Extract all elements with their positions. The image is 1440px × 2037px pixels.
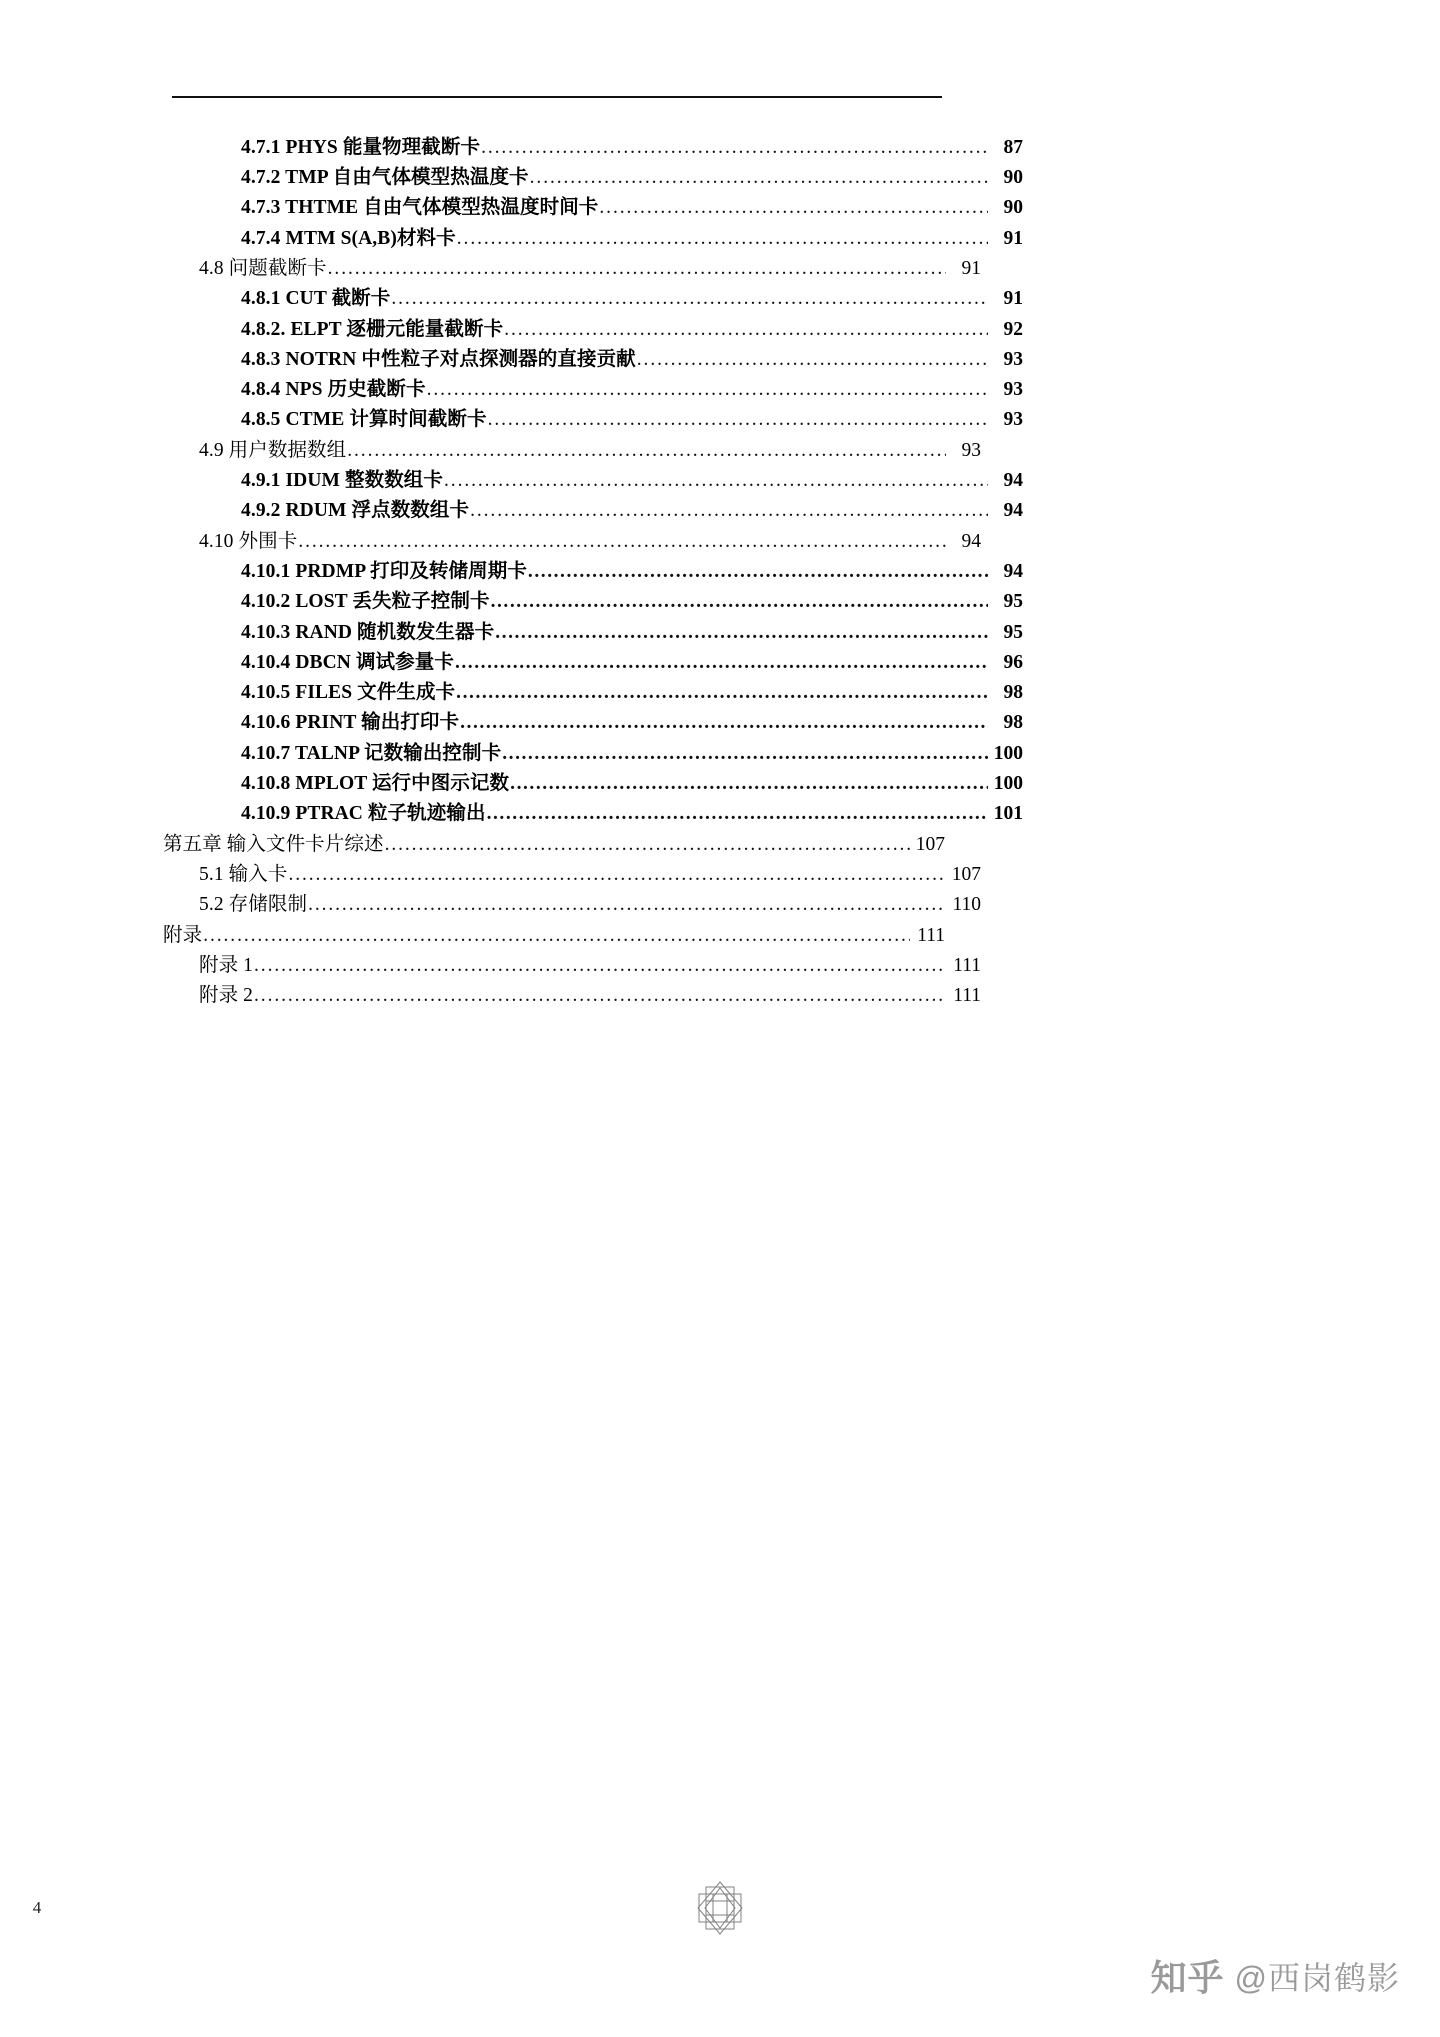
toc-entry-page-number: 96 (1003, 651, 1023, 673)
toc-entry-page-number: 111 (917, 924, 945, 946)
toc-entry-page-number: 90 (1003, 167, 1023, 189)
toc-entry-label: 4.7.2 TMP 自由气体模型热温度卡 (241, 167, 529, 189)
dot-leader (328, 256, 946, 275)
toc-entry-page-number: 107 (915, 833, 945, 855)
toc-entry[interactable] (163, 643, 1023, 673)
toc-entry-label: 4.8.1 CUT 截断卡 (241, 288, 391, 310)
toc-entry[interactable] (163, 370, 1023, 400)
toc-entry[interactable] (163, 340, 1023, 370)
dot-leader (488, 408, 988, 427)
toc-entry-label: 4.10.1 PRDMP 打印及转储周期卡 (241, 560, 527, 582)
toc-entry-label: 附录 1 (199, 954, 254, 976)
toc-entry-label: 4.10.3 RAND 随机数发生器卡 (241, 621, 495, 643)
toc-entry-page-number: 95 (1003, 621, 1023, 643)
toc-entry-page-number: 100 (993, 773, 1023, 795)
toc-entry[interactable] (163, 128, 1023, 158)
toc-entry-page-number: 93 (961, 439, 981, 461)
toc-entry[interactable] (163, 279, 1023, 309)
toc-entry-label: 4.7.4 MTM S(A,B)材料卡 (241, 227, 456, 249)
zhihu-logo-icon: 知乎 (1150, 1957, 1225, 1998)
toc-entry-page-number: 94 (1003, 470, 1023, 492)
toc-entry-label: 4.10.6 PRINT 输出打印卡 (241, 712, 460, 734)
dot-leader (254, 953, 946, 972)
toc-entry-label: 4.10.2 LOST 丢失粒子控制卡 (241, 591, 490, 613)
dot-leader (427, 378, 988, 397)
toc-entry-label: 4.8 问题截断卡 (199, 257, 327, 279)
toc-entry-page-number: 93 (1003, 348, 1023, 370)
toc-entry-label: 4.8.4 NPS 历史截断卡 (241, 379, 426, 401)
toc-entry-label: 4.7.3 THTME 自由气体模型热温度时间卡 (241, 197, 599, 219)
dot-leader (502, 741, 988, 760)
toc-entry[interactable] (163, 522, 981, 552)
toc-entry-label: 4.10.7 TALNP 记数输出控制卡 (241, 742, 502, 764)
toc-entry-label: 附录 2 (199, 985, 254, 1007)
toc-entry-label: 4.10.8 MPLOT 运行中图示记数 (241, 773, 510, 795)
toc-entry-page-number: 87 (1003, 136, 1023, 158)
toc-entry-label: 5.1 输入卡 (199, 863, 288, 885)
toc-entry-page-number: 98 (1003, 682, 1023, 704)
toc-entry[interactable] (163, 704, 1023, 734)
dot-leader (347, 438, 946, 457)
dot-leader (444, 469, 988, 488)
toc-entry-label: 4.8.5 CTME 计算时间截断卡 (241, 409, 487, 431)
toc-entry[interactable] (163, 673, 1023, 703)
header-rule (172, 96, 942, 98)
toc-entry[interactable] (163, 431, 981, 461)
page-number: 4 (32, 1898, 42, 1917)
toc-entry-label: 附录 (163, 924, 203, 946)
watermark-handle: @西岗鹤影 (1234, 1959, 1400, 1996)
toc-entry[interactable] (163, 916, 945, 946)
dot-leader (254, 984, 946, 1003)
toc-entry[interactable] (163, 310, 1023, 340)
toc-entry[interactable] (163, 582, 1023, 612)
toc-entry[interactable] (163, 885, 981, 915)
toc-entry-page-number: 98 (1003, 712, 1023, 734)
toc-entry[interactable] (163, 249, 981, 279)
toc-entry-page-number: 100 (993, 742, 1023, 764)
toc-entry-label: 4.8.3 NOTRN 中性粒子对点探测器的直接贡献 (241, 348, 636, 370)
toc-entry[interactable] (163, 219, 1023, 249)
dot-leader (495, 620, 988, 639)
toc-entry-page-number: 107 (951, 863, 981, 885)
toc-entry-page-number: 93 (1003, 379, 1023, 401)
toc-entry[interactable] (163, 461, 1023, 491)
toc-entry-label: 4.9 用户数据数组 (199, 439, 347, 461)
dot-leader (491, 590, 988, 609)
toc-entry[interactable] (163, 552, 1023, 582)
dot-leader (456, 681, 988, 700)
dot-leader (455, 650, 988, 669)
toc-entry-label: 4.7.1 PHYS 能量物理截断卡 (241, 136, 481, 158)
toc-entry-label: 4.10 外围卡 (199, 530, 298, 552)
toc-entry[interactable] (163, 855, 981, 885)
toc-entry[interactable] (163, 492, 1023, 522)
toc-entry-label: 4.9.1 IDUM 整数数组卡 (241, 470, 444, 492)
toc-entry[interactable] (163, 613, 1023, 643)
toc-entry[interactable] (163, 189, 1023, 219)
dot-leader (481, 135, 988, 154)
toc-entry-page-number: 94 (1003, 560, 1023, 582)
toc-entry-page-number: 111 (953, 954, 981, 976)
toc-entry-page-number: 90 (1003, 197, 1023, 219)
toc-entry-page-number: 92 (1003, 318, 1023, 340)
dot-leader (203, 923, 910, 942)
dot-leader (460, 711, 988, 730)
page-footer (0, 1878, 1440, 1943)
toc-entry[interactable] (163, 734, 1023, 764)
toc-entry-label: 4.8.2. ELPT 逐栅元能量截断卡 (241, 318, 504, 340)
toc-entry-page-number: 111 (953, 985, 981, 1007)
toc-entry-page-number: 110 (952, 894, 981, 916)
toc-entry-label: 第五章 输入文件卡片综述 (163, 833, 384, 855)
toc-entry[interactable] (163, 946, 981, 976)
toc-entry-label: 4.9.2 RDUM 浮点数数组卡 (241, 500, 470, 522)
toc-entry[interactable] (163, 976, 981, 1006)
dot-leader (504, 317, 988, 336)
toc-entry[interactable] (163, 764, 1023, 794)
toc-entry[interactable] (163, 401, 1023, 431)
toc-entry-list (163, 128, 1023, 1007)
dot-leader (457, 226, 988, 245)
toc-entry-page-number: 94 (961, 530, 981, 552)
toc-entry-page-number: 91 (961, 257, 981, 279)
toc-entry-label: 4.10.5 FILES 文件生成卡 (241, 682, 456, 704)
toc-entry-page-number: 91 (1003, 227, 1023, 249)
dot-leader (288, 862, 946, 881)
dot-leader (391, 287, 988, 306)
dot-leader (637, 347, 988, 366)
dot-leader (530, 166, 988, 185)
toc-entry-page-number: 93 (1003, 409, 1023, 431)
dot-leader (599, 196, 988, 215)
dot-leader (385, 832, 910, 851)
toc-entry-page-number: 101 (993, 803, 1023, 825)
folio-ornament-icon (683, 1878, 757, 1938)
dot-leader (510, 772, 988, 791)
toc-entry[interactable] (163, 825, 945, 855)
toc-entry-page-number: 95 (1003, 591, 1023, 613)
dot-leader (487, 802, 988, 821)
table-of-contents (0, 128, 1440, 1007)
toc-entry-label: 4.10.9 PTRAC 粒子轨迹输出 (241, 803, 486, 825)
toc-entry-label: 5.2 存储限制 (199, 894, 308, 916)
dot-leader (470, 499, 988, 518)
toc-entry-page-number: 91 (1003, 288, 1023, 310)
dot-leader (308, 893, 946, 912)
watermark (1150, 1950, 1400, 2001)
dot-leader (528, 559, 988, 578)
dot-leader (298, 529, 946, 548)
toc-entry-page-number: 94 (1003, 500, 1023, 522)
toc-entry[interactable] (163, 795, 1023, 825)
toc-entry-label: 4.10.4 DBCN 调试参量卡 (241, 651, 454, 673)
toc-entry[interactable] (163, 158, 1023, 188)
